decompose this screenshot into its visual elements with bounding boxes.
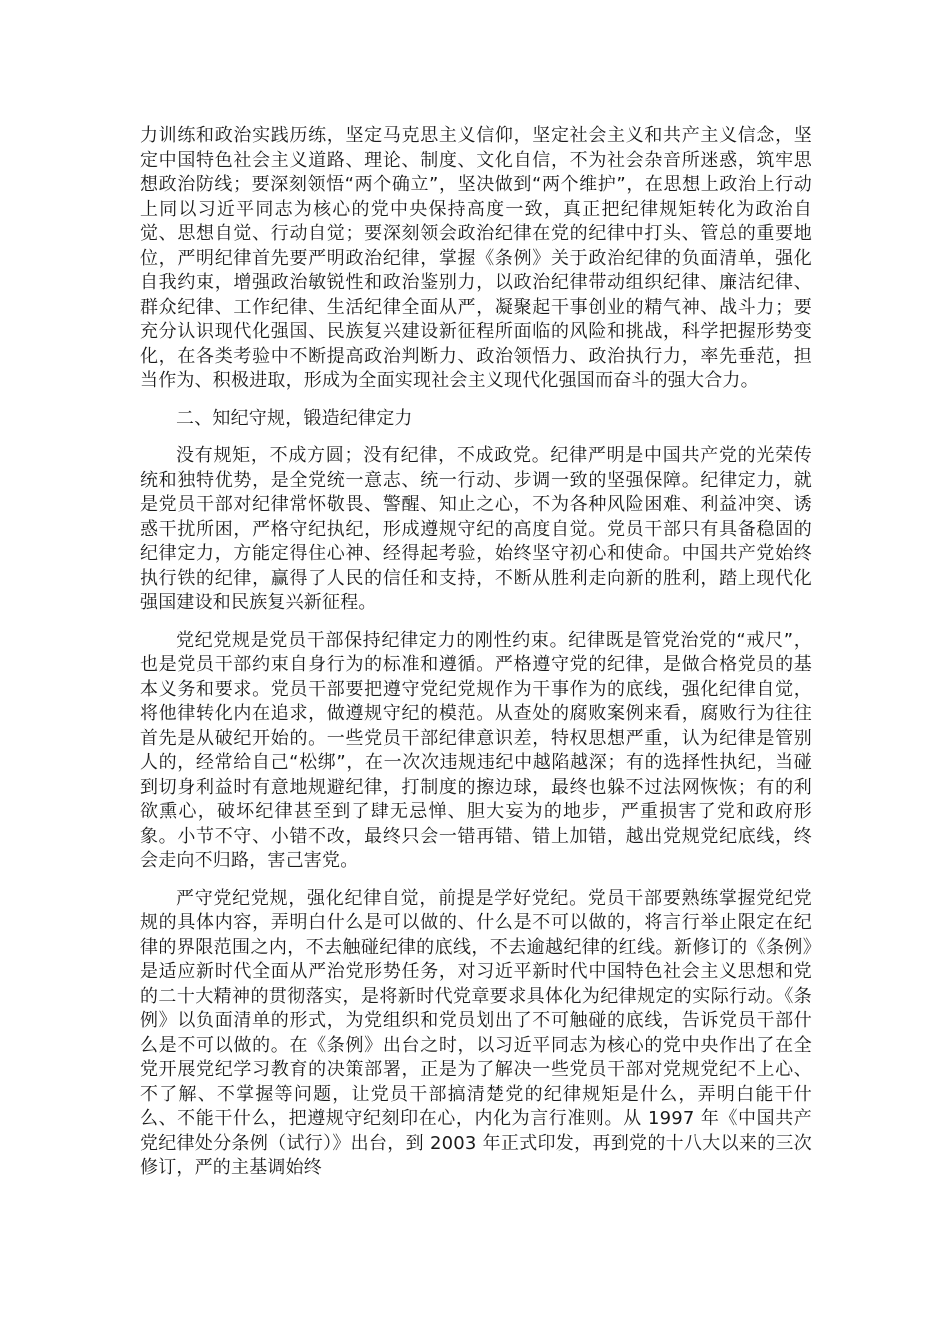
paragraph: 严守党纪党规，强化纪律自觉，前提是学好党纪。党员干部要熟练掌握党纪党规的具体内容，弄明白什么是可以做的、什么是不可以做的，将言行举止限定在纪律的界限范围之内，不去触碰纪律的底线，不去逾越纪律的红线。新修订的《条例》是适应新时代全面从严治党形势任务，对习近平新时代中国特色社会主义思想和党的二十大精神的贯彻落实，是将新时代党章要求具体化为纪律规定的实际行动。《条例》以负面清单的形式，为党组织和党员划出了不可触碰的底线，告诉党员干部什么是不可以做的。在《条例》出台之时，以习近平同志为核心的党中央作出了在全党开展党纪学习教育的决策部署，正是为了解决一些党员干部对党规党纪不上心、不了解、不掌握等问题，让党员干部搞清楚党的纪律规矩是什么，弄明白能干什么、不能干什么，把遵规守纪刻印在心，内化为言行准则。从 1997 年《中国共产党纪律处分条例（试行）》出台，到 2003 年正式印发，再到党的十八大以来的三次修订，严的主基调始终 [140, 887, 812, 1178]
paragraph-continued: 力训练和政治实践历练，坚定马克思主义信仰，坚定社会主义和共产主义信念，坚定中国特色社会主义道路、理论、制度、文化自信，不为社会杂音所迷惑，筑牢思想政治防线；要深刻领悟“两个确立”，坚决做到“两个维护”，在思想上政治上行动上同以习近平同志为核心的党中央保持高度一致，真正把纪律规矩转化为政治自觉、思想自觉、行动自觉；要深刻领会政治纪律在党的纪律中打头、管总的重要地位，严明纪律首先要严明政治纪律，掌握《条例》关于政治纪律的负面清单，强化自我约束，增强政治敏锐性和政治鉴别力，以政治纪律带动组织纪律、廉洁纪律、群众纪律、工作纪律、生活纪律全面从严，凝聚起干事创业的精气神、战斗力；要充分认识现代化强国、民族复兴建设新征程所面临的风险和挑战，科学把握形势变化，在各类考验中不断提高政治判断力、政治领悟力、政治执行力，率先垂范，担当作为、积极进取，形成为全面实现社会主义现代化强国而奋斗的强大合力。 [140, 125, 812, 391]
section-heading: 二、知纪守规，锻造纪律定力 [176, 407, 413, 429]
paragraph: 没有规矩，不成方圆；没有纪律，不成政党。纪律严明是中国共产党的光荣传统和独特优势，是全党统一意志、统一行动、步调一致的坚强保障。纪律定力，就是党员干部对纪律常怀敬畏、警醒、知止之心，不为各种风险困难、利益冲突、诱惑干扰所困，严格守纪执纪，形成遵规守纪的高度自觉。党员干部只有具备稳固的纪律定力，方能定得住心神、经得起考验，始终坚守初心和使命。中国共产党始终执行铁的纪律，赢得了人民的信任和支持，不断从胜利走向新的胜利，踏上现代化强国建设和民族复兴新征程。 [140, 445, 812, 613]
document-page [140, 124, 812, 1194]
paragraph: 党纪党规是党员干部保持纪律定力的刚性约束。纪律既是管党治党的“戒尺”，也是党员干部约束自身行为的标准和遵循。严格遵守党的纪律，是做合格党员的基本义务和要求。党员干部要把遵守党纪党规作为干事作为的底线，强化纪律自觉，将他律转化内在追求，做遵规守纪的模范。从查处的腐败案例来看，腐败行为往往首先是从破纪开始的。一些党员干部纪律意识差，特权思想严重，认为纪律是管别人的，经常给自己“松绑”，在一次次违规违纪中越陷越深；有的选择性执纪，当碰到切身利益时有意地规避纪律，打制度的擦边球，最终也躲不过法网恢恢；有的利欲熏心，破坏纪律甚至到了肆无忌惮、胆大妄为的地步，严重损害了党和政府形象。小节不守、小错不改，最终只会一错再错、错上加错，越出党规党纪底线，终会走向不归路，害己害党。 [140, 629, 812, 871]
